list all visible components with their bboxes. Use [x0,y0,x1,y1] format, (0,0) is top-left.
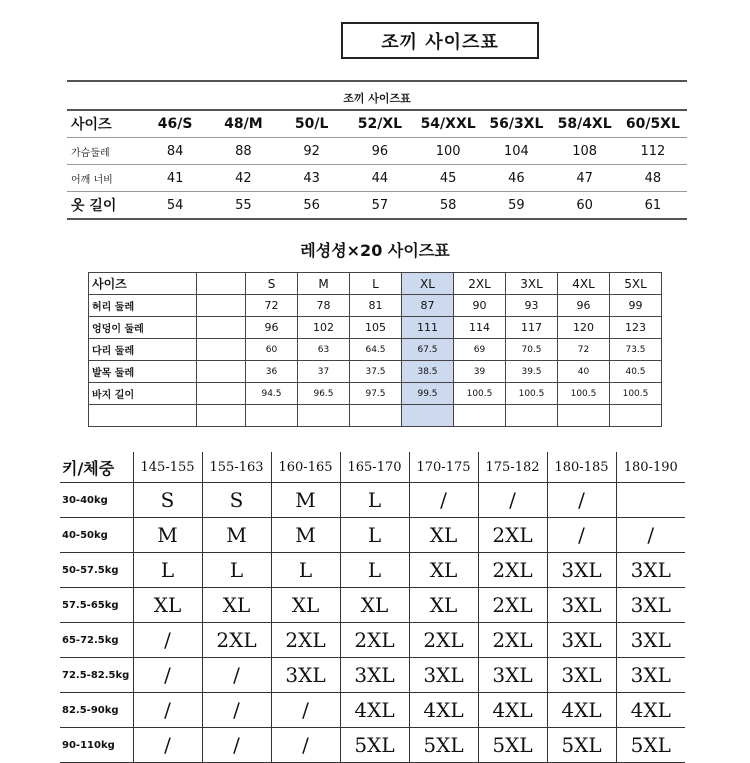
table-cell: 3XL [616,623,685,658]
table-cell: 94.5 [246,383,298,405]
row-label: 82.5-90kg [60,693,133,728]
table-cell: 92 [278,138,346,165]
table-row [60,588,685,623]
table-cell [350,405,402,427]
table-header-row [60,452,685,483]
table-cell: / [133,623,202,658]
table-cell: 99.5 [402,383,454,405]
table-cell: 2XL [478,588,547,623]
table-cell [246,405,298,427]
table-cell: 104 [482,138,550,165]
height-header: 155-163 [202,452,271,483]
size-header: 5XL [610,273,662,295]
row-label: 72.5-82.5kg [60,658,133,693]
table-row [89,383,662,405]
row-label: 가슴둘레 [67,138,141,165]
pants-size-table [88,272,662,427]
table-cell: 42 [209,165,277,192]
row-label: 바지 길이 [89,383,197,405]
height-header: 145-155 [133,452,202,483]
row-label: 옷 길이 [67,192,141,220]
table-cell: L [340,518,409,553]
table-cell: 100.5 [610,383,662,405]
table-cell: L [271,553,340,588]
table-cell: 59 [482,192,550,220]
table-cell: 5XL [409,728,478,763]
size-header: 58/4XL [551,110,619,138]
table-header-row [89,273,662,295]
table-cell: 3XL [547,553,616,588]
table-cell: M [271,483,340,518]
table-cell: 5XL [340,728,409,763]
table-cell: L [202,553,271,588]
table-cell: 45 [414,165,482,192]
table-cell: 3XL [409,658,478,693]
row-label: 발목 둘레 [89,361,197,383]
table-cell: 37 [298,361,350,383]
table-cell: / [547,518,616,553]
table-cell: 117 [506,317,558,339]
table-cell: S [202,483,271,518]
table-cell: 4XL [547,693,616,728]
table-cell: 3XL [340,658,409,693]
table-cell: 39 [454,361,506,383]
height-header: 165-170 [340,452,409,483]
table-cell: / [547,483,616,518]
height-weight-table [60,452,685,763]
table-cell: 63 [298,339,350,361]
table-cell: XL [202,588,271,623]
table-cell: 96 [246,317,298,339]
row-label: 57.5-65kg [60,588,133,623]
table-cell: XL [133,588,202,623]
table-cell: S [133,483,202,518]
table-cell: 69 [454,339,506,361]
table-cell: 2XL [271,623,340,658]
table-cell: 57 [346,192,414,220]
table-row-empty [89,405,662,427]
size-header: 50/L [278,110,346,138]
row-label: 허리 둘레 [89,295,197,317]
size-header: 4XL [558,273,610,295]
row-label: 어깨 너비 [67,165,141,192]
size-header: L [350,273,402,295]
table-cell: 2XL [478,518,547,553]
table-row [60,658,685,693]
table-cell: / [202,693,271,728]
height-header: 175-182 [478,452,547,483]
table-row [60,518,685,553]
table-cell: 100.5 [454,383,506,405]
table-cell: 4XL [340,693,409,728]
table-cell: 99 [610,295,662,317]
table-row [60,483,685,518]
table-cell: 100.5 [558,383,610,405]
table-cell: 81 [350,295,402,317]
table-cell: XL [340,588,409,623]
table-cell [402,405,454,427]
table-cell: / [271,693,340,728]
table-cell: 40 [558,361,610,383]
table-row [60,728,685,763]
table-cell: 2XL [478,553,547,588]
table-cell: 61 [619,192,687,220]
table-cell: 48 [619,165,687,192]
row-label: 90-110kg [60,728,133,763]
table-cell: XL [409,518,478,553]
table-cell [197,317,246,339]
table-cell: 100 [414,138,482,165]
height-header: 180-190 [616,452,685,483]
size-header: 56/3XL [482,110,550,138]
table-cell: 56 [278,192,346,220]
table-cell: 96 [346,138,414,165]
vest-size-table [67,80,687,215]
table-cell: 70.5 [506,339,558,361]
table-cell: 38.5 [402,361,454,383]
height-header: 160-165 [271,452,340,483]
size-header-highlighted: XL [402,273,454,295]
table-cell: 102 [298,317,350,339]
table-cell: 2XL [340,623,409,658]
table-cell: L [340,553,409,588]
table-cell: 60 [246,339,298,361]
table-cell [197,383,246,405]
table-cell: 36 [246,361,298,383]
table-cell: 87 [402,295,454,317]
table-cell: 114 [454,317,506,339]
pants-table-heading: 레셩셩×20 사이즈표 [300,241,450,260]
table-cell: 3XL [616,658,685,693]
table-cell: XL [409,553,478,588]
size-header: 52/XL [346,110,414,138]
table-cell: 46 [482,165,550,192]
size-header: 60/5XL [619,110,687,138]
table-cell [89,405,197,427]
table-row [89,361,662,383]
table-row [67,192,687,220]
table-cell [197,361,246,383]
table-cell: L [340,483,409,518]
table-cell: 3XL [616,588,685,623]
table-cell: 58 [414,192,482,220]
row-label: 엉덩이 둘레 [89,317,197,339]
table-cell [558,405,610,427]
size-header: M [298,273,350,295]
table-cell: / [202,658,271,693]
size-header: 3XL [506,273,558,295]
table-cell: 39.5 [506,361,558,383]
table-cell: 4XL [409,693,478,728]
table-cell: 3XL [616,553,685,588]
table-cell: 78 [298,295,350,317]
table-cell: 67.5 [402,339,454,361]
table-row [60,623,685,658]
table-cell: 41 [141,165,209,192]
table-cell: 97.5 [350,383,402,405]
table-row [67,138,687,165]
table-cell: / [133,693,202,728]
table-cell [197,405,246,427]
table-cell: 55 [209,192,277,220]
table-cell: XL [271,588,340,623]
table-cell: 47 [551,165,619,192]
table-cell: 5XL [547,728,616,763]
table-cell: 5XL [478,728,547,763]
table-cell: 40.5 [610,361,662,383]
row-label: 40-50kg [60,518,133,553]
row-label: 키/체중 [60,452,133,483]
table-cell: 2XL [478,623,547,658]
table-cell: XL [409,588,478,623]
table-cell: 105 [350,317,402,339]
table-cell: 3XL [547,658,616,693]
table-cell [454,405,506,427]
table-row [89,317,662,339]
row-label: 사이즈 [67,110,141,138]
table-row [67,165,687,192]
table-cell [197,295,246,317]
table-cell: 90 [454,295,506,317]
table-cell: 54 [141,192,209,220]
row-label: 사이즈 [89,273,197,295]
table-cell: 84 [141,138,209,165]
table-cell: 4XL [478,693,547,728]
page-title: 조끼 사이즈표 [341,22,539,59]
table-row [89,339,662,361]
table-cell: 64.5 [350,339,402,361]
size-header: 54/XXL [414,110,482,138]
table-cell: M [202,518,271,553]
height-header: 180-185 [547,452,616,483]
size-header: 48/M [209,110,277,138]
row-label: 30-40kg [60,483,133,518]
table-header-row [67,110,687,138]
table-cell [298,405,350,427]
table-cell: 120 [558,317,610,339]
table-cell: M [133,518,202,553]
table-cell [506,405,558,427]
table-cell: 2XL [409,623,478,658]
table-cell: 60 [551,192,619,220]
table-cell [197,339,246,361]
table-cell: 37.5 [350,361,402,383]
table-cell: / [133,728,202,763]
table-top-rule [67,80,687,82]
table-cell: 112 [619,138,687,165]
table-cell: 108 [551,138,619,165]
table-cell: 5XL [616,728,685,763]
table-cell: 96 [558,295,610,317]
table-cell: 100.5 [506,383,558,405]
table-row [60,553,685,588]
table-cell: 111 [402,317,454,339]
table-cell: 72 [558,339,610,361]
table-cell: L [133,553,202,588]
table-cell: 72 [246,295,298,317]
table-cell: / [271,728,340,763]
table-cell: 93 [506,295,558,317]
table-cell: 73.5 [610,339,662,361]
table-cell [616,483,685,518]
table-cell: 88 [209,138,277,165]
table-cell: 123 [610,317,662,339]
size-header: 46/S [141,110,209,138]
vest-table-heading: 조끼 사이즈표 [343,92,411,105]
table-cell: 2XL [202,623,271,658]
size-header: 2XL [454,273,506,295]
table-row [60,693,685,728]
vest-table-grid [67,109,687,220]
table-cell: M [271,518,340,553]
table-cell: 43 [278,165,346,192]
table-row [89,295,662,317]
size-header: S [246,273,298,295]
table-cell: / [478,483,547,518]
table-cell [197,273,246,295]
table-cell: 3XL [547,623,616,658]
table-cell: / [409,483,478,518]
table-cell: 44 [346,165,414,192]
table-cell: 3XL [478,658,547,693]
table-cell: 3XL [547,588,616,623]
table-cell: / [616,518,685,553]
table-cell: / [133,658,202,693]
table-cell: / [202,728,271,763]
row-label: 50-57.5kg [60,553,133,588]
table-cell: 4XL [616,693,685,728]
table-cell [610,405,662,427]
height-header: 170-175 [409,452,478,483]
row-label: 65-72.5kg [60,623,133,658]
row-label: 다리 둘레 [89,339,197,361]
table-cell: 96.5 [298,383,350,405]
table-cell: 3XL [271,658,340,693]
